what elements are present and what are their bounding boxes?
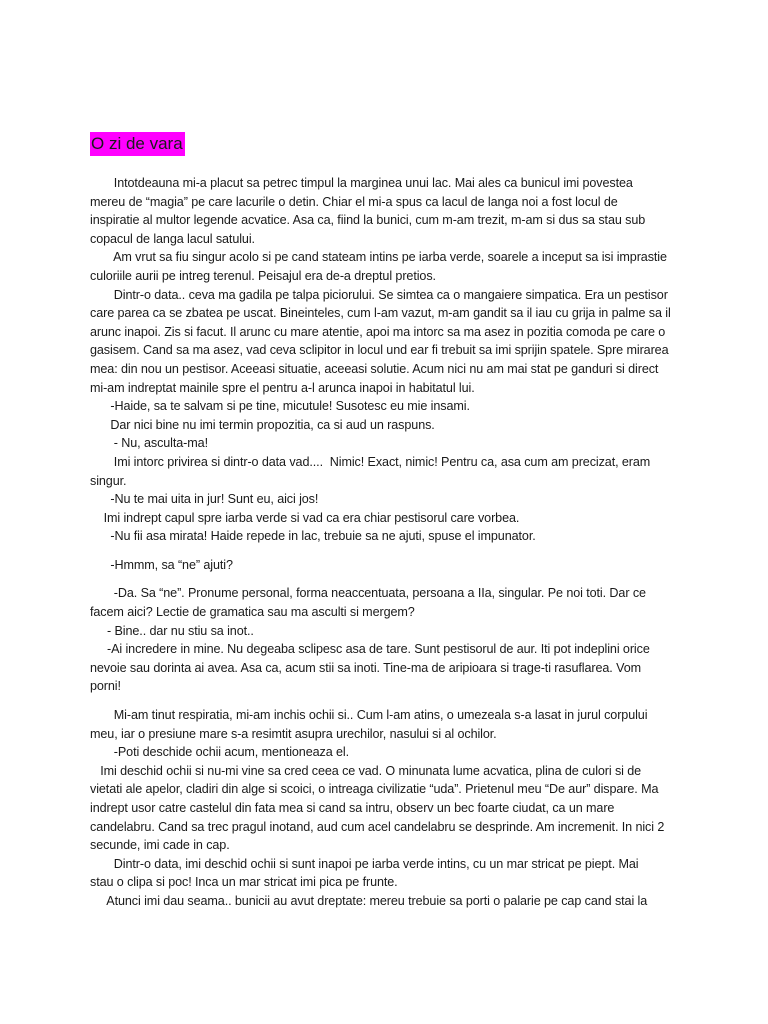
text-line: vietati ale apelor, cladiri din alge si scoici, o intreaga civilizatie “uda”. Prietenul meu “De aur” dispare. Ma (90, 782, 659, 797)
text-line: -Ai incredere in mine. Nu degeaba sclipesc asa de tare. Sunt pestisorul de aur. Iti pot indeplini orice (90, 642, 650, 657)
document-body (90, 174, 690, 911)
text-line: facem aici? Lectie de gramatica sau ma asculti si mergem? (90, 605, 415, 620)
text-line: -Hmmm, sa “ne” ajuti? (90, 557, 233, 572)
text-line: Dintr-o data.. ceva ma gadila pe talpa piciorului. Se simtea ca o mangaiere simpatica. Era un pestisor (90, 287, 668, 302)
text-line: Imi intorc privirea si dintr-o data vad.... Nimic! Exact, nimic! Pentru ca, asa cum am precizat, eram (90, 454, 651, 469)
text-line: candelabru. Cand sa trec pragul inotand, aud cum acel candelabru se desprinde. Am incremenit. In nici 2 (90, 819, 665, 834)
text-line: -Nu fii asa mirata! Haide repede in lac, trebuie sa ne ajuti, spuse el impunator. (90, 529, 536, 544)
text-line: Dar nici bine nu imi termin propozitia, ca si aud un raspuns. (90, 417, 435, 432)
text-line: Intotdeauna mi-a placut sa petrec timpul la marginea unui lac. Mai ales ca bunicul imi povestea (90, 176, 633, 190)
text-line: singur. (90, 473, 127, 488)
paragraph-gap (90, 546, 690, 556)
text-line: secunde, imi cade in cap. (90, 838, 230, 853)
text-line: copacul de langa lacul satului. (90, 231, 255, 246)
text-line: mereu de “magia” pe care lacurile o detin. Chiar el mi-a spus ca lacul de langa noi a fost locul de (90, 194, 618, 209)
text-line: Imi deschid ochii si nu-mi vine sa cred ceea ce vad. O minunata lume acvatica, plina de culori si de (90, 763, 642, 778)
text-line: mea: din nou un pestisor. Aceeasi situatie, aceeasi solutie. Acum nici nu am mai stat pe ganduri si direct (90, 361, 659, 376)
text-line: -Poti deschide ochii acum, mentioneaza el. (90, 745, 350, 760)
text-line: indrept usor catre castelul din fata mea si cand sa intru, observ un bec foarte ciudat, ca un mare (90, 801, 615, 815)
text-line: -Nu te mai uita in jur! Sunt eu, aici jos! (90, 492, 319, 507)
text-line: inspiratie al multor legende acvatice. Asa ca, fiind la bunici, cum m-am trezit, m-am si dus sa stau sub (90, 213, 646, 228)
text-line: nevoie sau dorinta ai avea. Asa ca, acum stii sa inoti. Tine-ma de aripioara si trage-ti rasuflarea. Vom (90, 660, 642, 675)
text-line: -Da. Sa “ne”. Pronume personal, forma neaccentuata, persoana a IIa, singular. Pe noi toti. Dar ce (90, 586, 646, 601)
text-line: -Haide, sa te salvam si pe tine, micutule! Susotesc eu mie insami. (90, 399, 470, 414)
text-line: - Bine.. dar nu stiu sa inot.. (90, 623, 254, 638)
text-line: - Nu, asculta-ma! (90, 436, 208, 451)
text-line: care parea ca se zbatea pe uscat. Bineinteles, cum l-am vazut, m-am gandit sa il iau cu grija in palme sa il (90, 306, 671, 321)
text-line: Atunci imi dau seama.. bunicii au avut dreptate: mereu trebuie sa porti o palarie pe cap cand stai la (90, 893, 648, 908)
text-line: Mi-am tinut respiratia, mi-am inchis ochii si.. Cum l-am atins, o umezeala s-a lasat in jurul corpului (90, 708, 648, 723)
text-line: Dintr-o data, imi deschid ochii si sunt inapoi pe iarba verde intins, cu un mar stricat pe piept. Mai (90, 856, 639, 871)
text-line: stau o clipa si poc! Inca un mar stricat imi pica pe frunte. (90, 875, 398, 890)
text-line: mi-am indreptat mainile spre el pentru a-l arunca inapoi in habitatul lui. (90, 380, 475, 395)
text-line: culoriile aurii pe intreg terenul. Peisajul era de-a dreptul pretios. (90, 268, 436, 283)
text-line: gasisem. Cand sa ma asez, vad ceva sclipitor in locul und ear fi trebuit sa imi sprijin spatele. Spre mirarea (90, 343, 669, 358)
text-line: Imi indrept capul spre iarba verde si vad ca era chiar pestisorul care vorbea. (90, 510, 520, 525)
paragraph-gap (90, 574, 690, 584)
document-title: O zi de vara (90, 132, 185, 156)
text-line: meu, iar o presiune mare s-a resimtit asupra urechilor, nasului si al ochilor. (90, 726, 497, 741)
paragraph-gap (90, 696, 690, 706)
text-line: Am vrut sa fiu singur acolo si pe cand stateam intins pe iarba verde, soarele a inceput sa isi imprastie (90, 250, 667, 265)
text-line: arunc inapoi. Zis si facut. Il arunc cu mare atentie, apoi ma intorc sa ma asez in pozitia comoda pe care o (90, 324, 666, 339)
text-line: porni! (90, 679, 121, 694)
